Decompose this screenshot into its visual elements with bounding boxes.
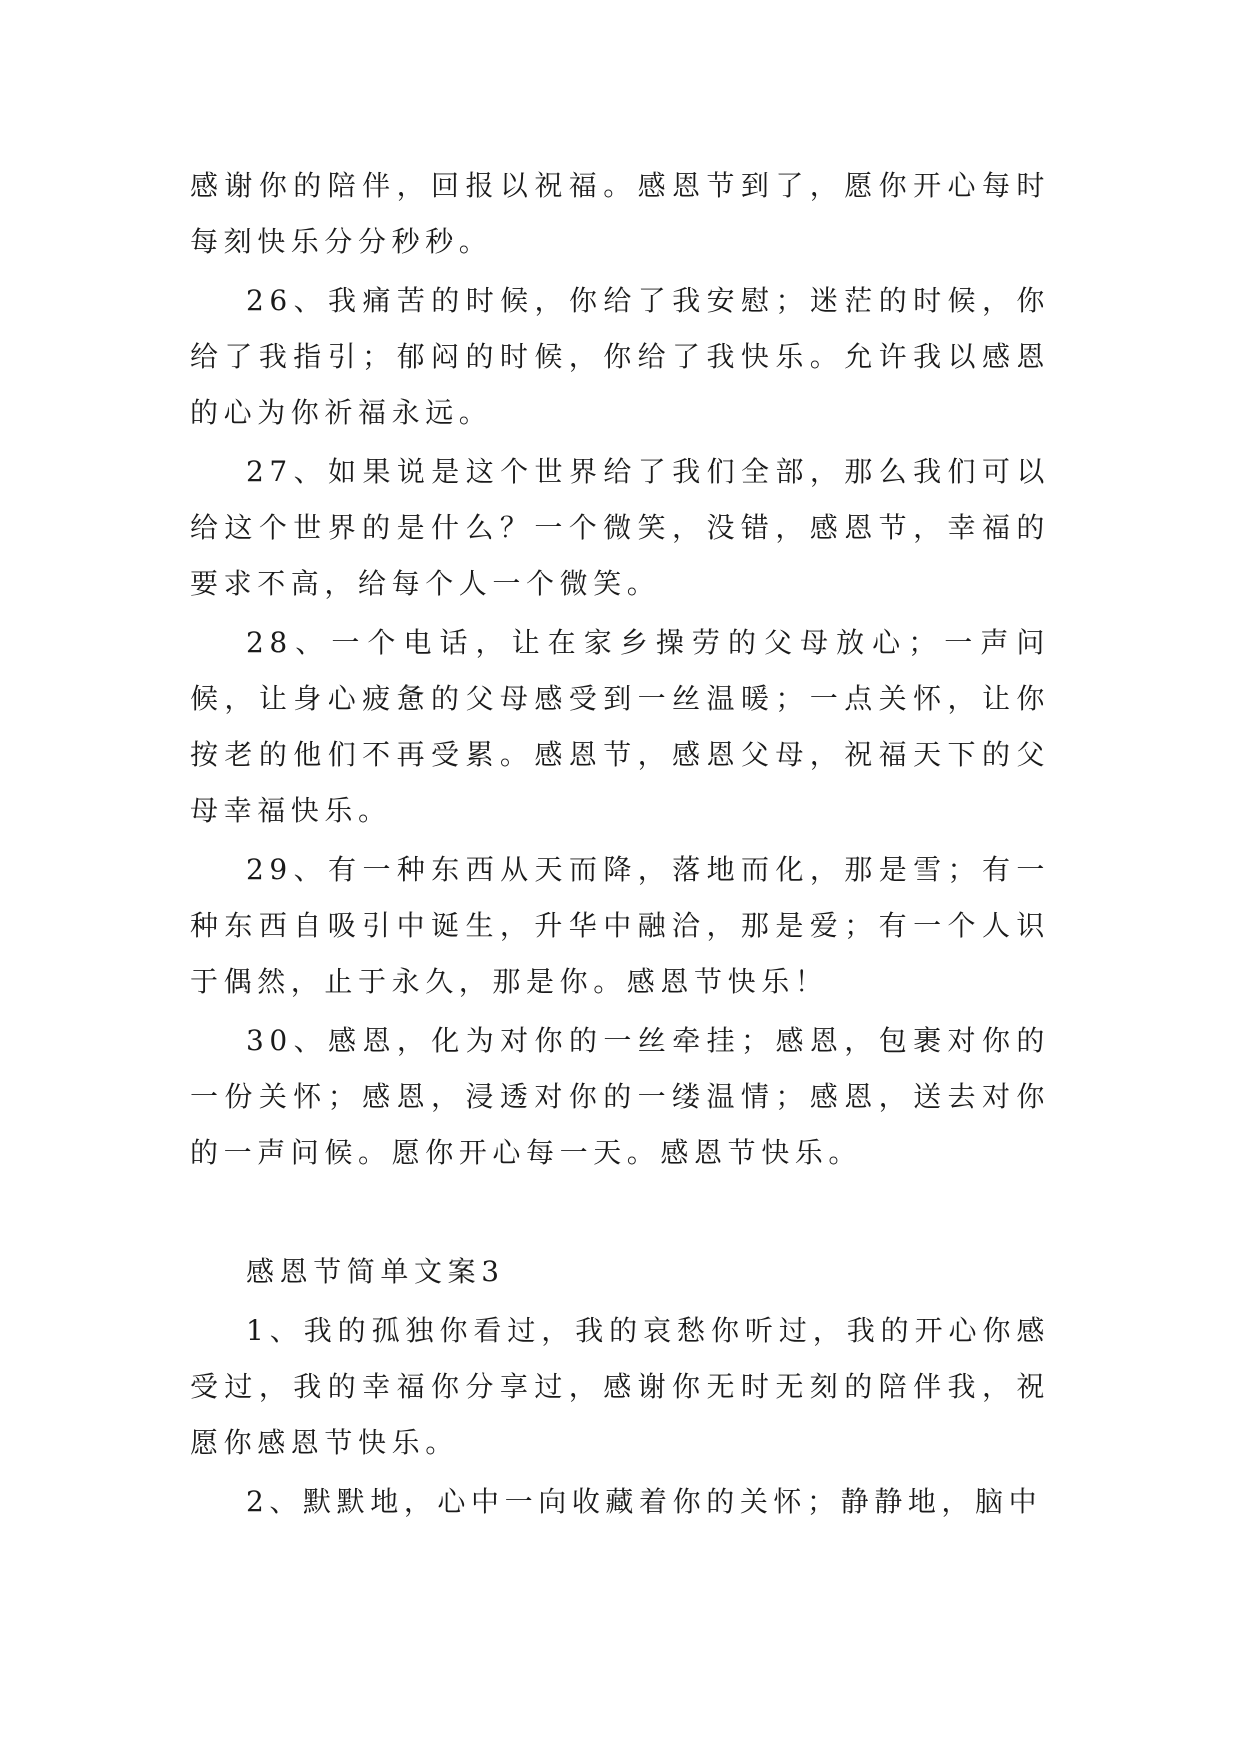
paragraph-continued: 感谢你的陪伴，回报以祝福。感恩节到了，愿你开心每时每刻快乐分分秒秒。 <box>190 169 1050 258</box>
paragraph-item-28: 28、一个电话，让在家乡操劳的父母放心；一声问候，让身心疲惫的父母感受到一丝温暖；一点关怀，让你按老的他们不再受累。感恩节，感恩父母，祝福天下的父母幸福快乐。 <box>190 626 1050 827</box>
paragraph-item-1: 1、我的孤独你看过，我的哀愁你听过，我的开心你感受过，我的幸福你分享过，感谢你无时无刻的陪伴我，祝愿你感恩节快乐。 <box>190 1314 1050 1459</box>
paragraph-item-27: 27、如果说是这个世界给了我们全部，那么我们可以给这个世界的是什么？一个微笑，没错，感恩节，幸福的要求不高，给每个人一个微笑。 <box>190 455 1050 600</box>
section-heading: 感恩节简单文案3 <box>246 1255 505 1288</box>
paragraph-item-30: 30、感恩，化为对你的一丝牵挂；感恩，包裹对你的一份关怀；感恩，浸透对你的一缕温情；感恩，送去对你的一声问候。愿你开心每一天。感恩节快乐。 <box>190 1024 1050 1169</box>
document-body <box>190 158 1050 1533</box>
paragraph-item-26: 26、我痛苦的时候，你给了我安慰；迷茫的时候，你给了我指引；郁闷的时候，你给了我快乐。允许我以感恩的心为你祈福永远。 <box>190 284 1050 429</box>
paragraph-item-2: 2、默默地，心中一向收藏着你的关怀；静静地，脑中 <box>246 1485 1043 1518</box>
paragraph-item-29: 29、有一种东西从天而降，落地而化，那是雪；有一种东西自吸引中诞生，升华中融洽，那是爱；有一个人识于偶然，止于永久，那是你。感恩节快乐！ <box>190 853 1050 998</box>
